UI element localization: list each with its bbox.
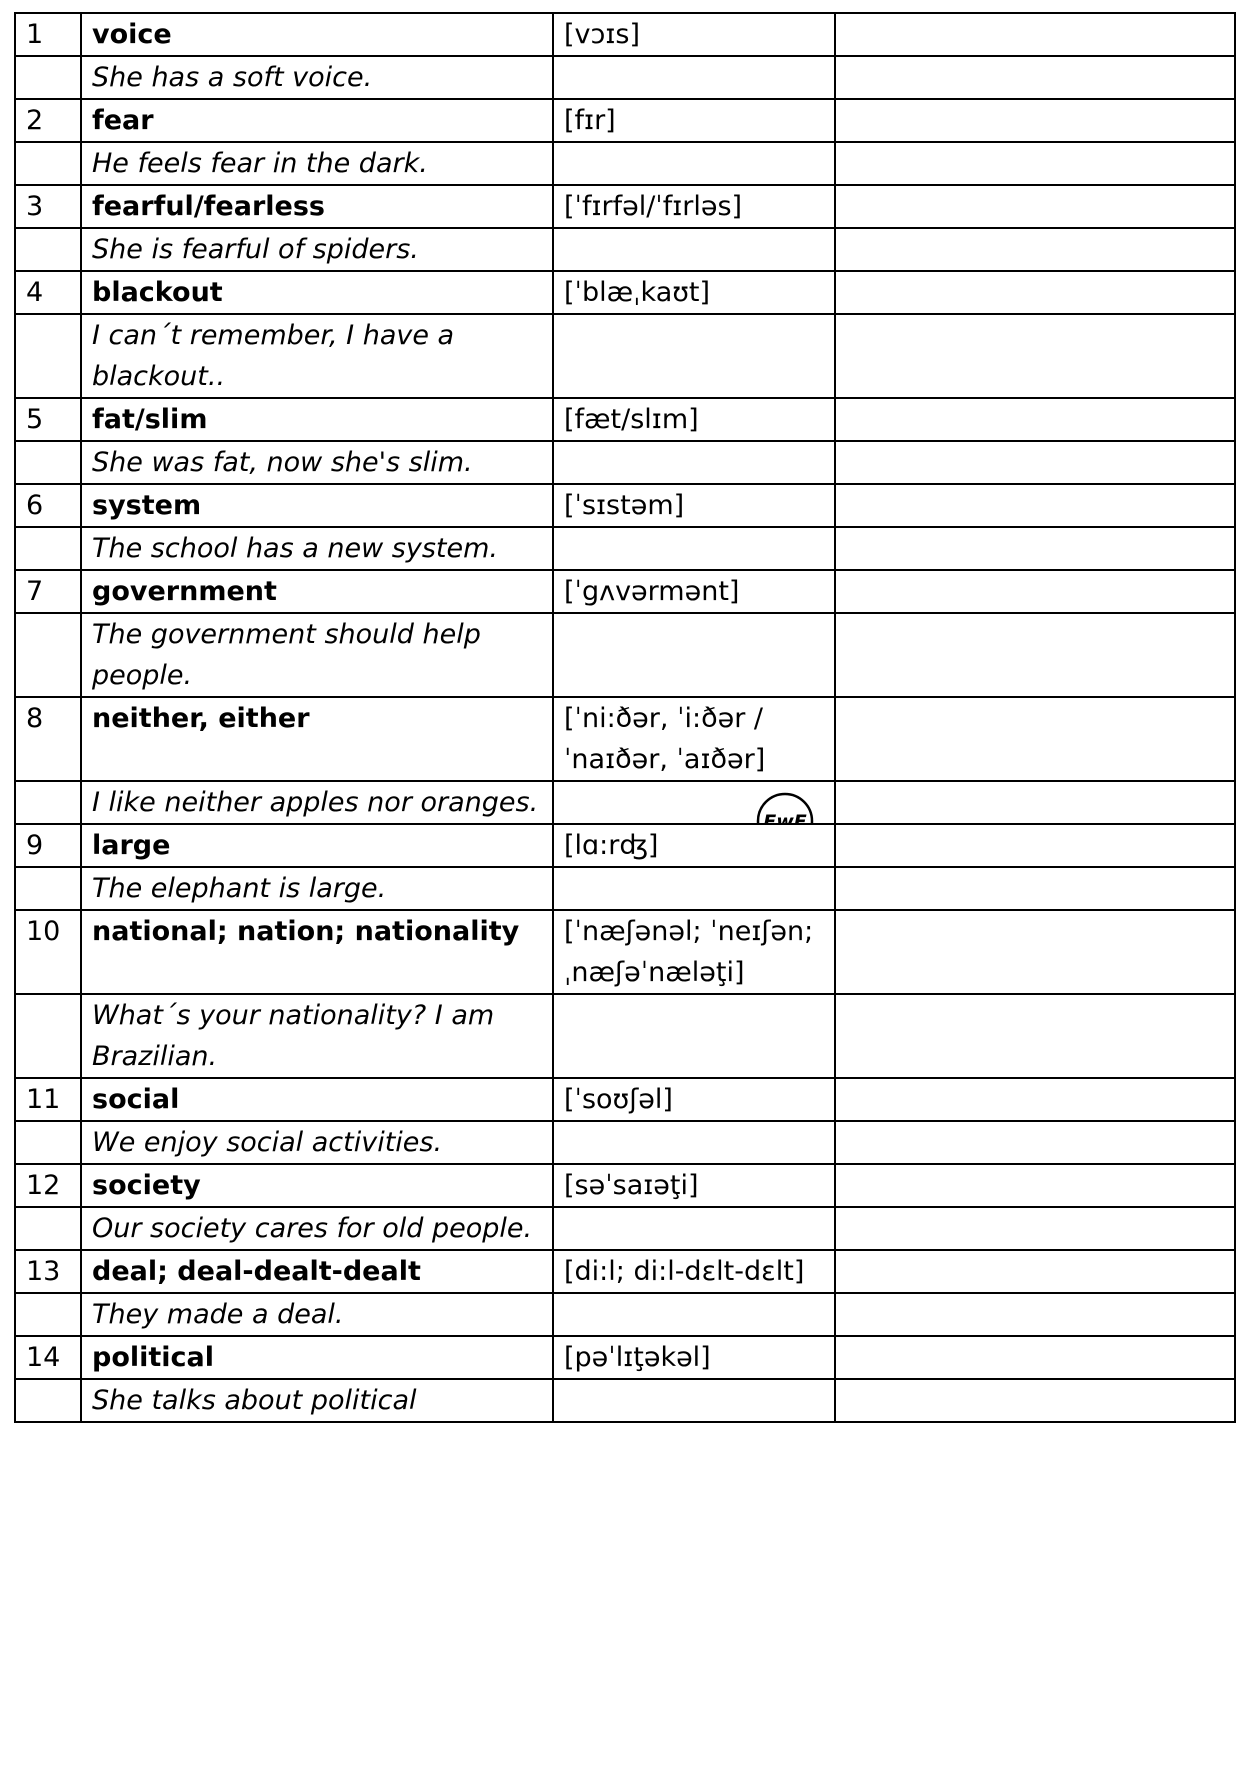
entry-example: I can´t remember, I have a blackout..	[81, 314, 553, 398]
ewe-logo-text: EwE	[763, 811, 807, 833]
empty-cell	[15, 1121, 81, 1164]
example-row	[15, 314, 1235, 398]
word-row	[15, 1250, 1235, 1293]
entry-notes-cell	[835, 13, 1235, 56]
empty-cell	[15, 613, 81, 697]
word-row	[15, 910, 1235, 994]
entry-number: 10	[15, 910, 81, 994]
entry-pronunciation: [ˈsoʊʃəl]	[553, 1078, 835, 1121]
empty-cell	[553, 1293, 835, 1336]
entry-notes-cell	[835, 824, 1235, 867]
entry-number: 14	[15, 1336, 81, 1379]
entry-example: The elephant is large.	[81, 867, 553, 910]
entry-number: 12	[15, 1164, 81, 1207]
empty-cell	[15, 441, 81, 484]
empty-cell	[835, 781, 1235, 824]
entry-pronunciation: [fɪr]	[553, 99, 835, 142]
entry-example: I like neither apples nor oranges.	[81, 781, 553, 824]
entry-word: voice	[81, 13, 553, 56]
empty-cell	[835, 1121, 1235, 1164]
entry-pronunciation: [ˈsɪstəm]	[553, 484, 835, 527]
entry-notes-cell	[835, 484, 1235, 527]
word-row	[15, 13, 1235, 56]
entry-example: The school has a new system.	[81, 527, 553, 570]
empty-cell	[553, 867, 835, 910]
entry-number: 6	[15, 484, 81, 527]
empty-cell	[835, 994, 1235, 1078]
empty-cell	[553, 527, 835, 570]
entry-word: deal; deal-dealt-dealt	[81, 1250, 553, 1293]
entry-example: She was fat, now she's slim.	[81, 441, 553, 484]
empty-cell	[835, 142, 1235, 185]
empty-cell	[15, 527, 81, 570]
entry-word: system	[81, 484, 553, 527]
entry-pronunciation: [səˈsaɪəţi]	[553, 1164, 835, 1207]
empty-cell	[835, 867, 1235, 910]
word-row	[15, 1078, 1235, 1121]
empty-cell	[835, 56, 1235, 99]
empty-cell	[15, 314, 81, 398]
word-row	[15, 570, 1235, 613]
example-row	[15, 1121, 1235, 1164]
empty-cell	[835, 527, 1235, 570]
example-row	[15, 56, 1235, 99]
empty-cell	[553, 142, 835, 185]
entry-word: fat/slim	[81, 398, 553, 441]
word-row	[15, 185, 1235, 228]
entry-pronunciation: [fæt/slɪm]	[553, 398, 835, 441]
empty-cell	[15, 781, 81, 824]
entry-word: fearful/fearless	[81, 185, 553, 228]
entry-notes-cell	[835, 185, 1235, 228]
entry-number: 3	[15, 185, 81, 228]
entry-word: political	[81, 1336, 553, 1379]
example-row	[15, 1293, 1235, 1336]
entry-notes-cell	[835, 570, 1235, 613]
entry-notes-cell	[835, 1078, 1235, 1121]
word-row	[15, 99, 1235, 142]
vocabulary-table-body	[15, 13, 1235, 1422]
entry-notes-cell	[835, 1250, 1235, 1293]
entry-word: society	[81, 1164, 553, 1207]
entry-example: What´s your nationality? I am Brazilian.	[81, 994, 553, 1078]
word-row	[15, 1336, 1235, 1379]
example-row	[15, 228, 1235, 271]
entry-number: 5	[15, 398, 81, 441]
entry-notes-cell	[835, 99, 1235, 142]
empty-cell	[15, 994, 81, 1078]
empty-cell	[553, 228, 835, 271]
empty-cell	[835, 228, 1235, 271]
entry-pronunciation: [pəˈlɪţəkəl]	[553, 1336, 835, 1379]
entry-number: 1	[15, 13, 81, 56]
entry-pronunciation: [ˈfɪrfəl/ˈfɪrləs]	[553, 185, 835, 228]
empty-cell	[553, 1121, 835, 1164]
entry-example: He feels fear in the dark.	[81, 142, 553, 185]
example-row	[15, 441, 1235, 484]
entry-number: 8	[15, 697, 81, 781]
empty-cell	[835, 441, 1235, 484]
empty-cell	[835, 1379, 1235, 1422]
example-row	[15, 142, 1235, 185]
entry-example: Our society cares for old people.	[81, 1207, 553, 1250]
entry-word: national; nation; nationality	[81, 910, 553, 994]
example-row	[15, 781, 1235, 824]
entry-number: 7	[15, 570, 81, 613]
entry-pronunciation: [lɑ:rʤ]	[553, 824, 835, 867]
empty-cell	[835, 1293, 1235, 1336]
word-row	[15, 697, 1235, 781]
example-row	[15, 613, 1235, 697]
empty-cell	[553, 994, 835, 1078]
example-row	[15, 1207, 1235, 1250]
entry-word: neither, either	[81, 697, 553, 781]
ewe-logo-icon	[754, 790, 816, 833]
entry-pronunciation: [ˈblæˌkaʊt]	[553, 271, 835, 314]
entry-notes-cell	[835, 910, 1235, 994]
entry-pronunciation: [vɔɪs]	[553, 13, 835, 56]
entry-example: She has a soft voice.	[81, 56, 553, 99]
entry-example: She is fearful of spiders.	[81, 228, 553, 271]
entry-notes-cell	[835, 1336, 1235, 1379]
entry-example: They made a deal.	[81, 1293, 553, 1336]
entry-notes-cell	[835, 398, 1235, 441]
entry-example: She talks about political	[81, 1379, 553, 1422]
empty-cell	[15, 1293, 81, 1336]
empty-cell	[553, 56, 835, 99]
empty-cell	[15, 867, 81, 910]
empty-cell	[553, 1379, 835, 1422]
empty-cell	[15, 228, 81, 271]
entry-number: 13	[15, 1250, 81, 1293]
empty-cell	[835, 314, 1235, 398]
entry-number: 11	[15, 1078, 81, 1121]
empty-cell	[553, 613, 835, 697]
entry-pronunciation: [di:l; di:l-dɛlt-dɛlt]	[553, 1250, 835, 1293]
entry-number: 9	[15, 824, 81, 867]
entry-notes-cell	[835, 697, 1235, 781]
example-row	[15, 867, 1235, 910]
entry-word: government	[81, 570, 553, 613]
empty-cell	[553, 441, 835, 484]
word-row	[15, 1164, 1235, 1207]
entry-word: large	[81, 824, 553, 867]
empty-cell	[15, 1379, 81, 1422]
empty-cell	[15, 56, 81, 99]
word-row	[15, 824, 1235, 867]
stamp-cell	[553, 781, 835, 833]
empty-cell	[835, 613, 1235, 697]
entry-pronunciation: [ˈni:ðər, ˈi:ðər / ˈnaɪðər, ˈaɪðər]	[553, 697, 835, 781]
entry-notes-cell	[835, 271, 1235, 314]
example-row	[15, 1379, 1235, 1422]
empty-cell	[835, 1207, 1235, 1250]
example-row	[15, 527, 1235, 570]
entry-example: The government should help people.	[81, 613, 553, 697]
entry-example: We enjoy social activities.	[81, 1121, 553, 1164]
entry-number: 4	[15, 271, 81, 314]
vocabulary-table	[14, 12, 1236, 1423]
empty-cell	[553, 1207, 835, 1250]
word-row	[15, 271, 1235, 314]
entry-notes-cell	[835, 1164, 1235, 1207]
word-row	[15, 484, 1235, 527]
example-row	[15, 994, 1235, 1078]
entry-pronunciation: [ˈgʌvərmənt]	[553, 570, 835, 613]
entry-number: 2	[15, 99, 81, 142]
entry-word: fear	[81, 99, 553, 142]
empty-cell	[553, 314, 835, 398]
entry-pronunciation: [ˈnæʃənəl; ˈneɪʃən; ˌnæʃəˈnæləţi]	[553, 910, 835, 994]
empty-cell	[15, 142, 81, 185]
empty-cell	[15, 1207, 81, 1250]
entry-word: social	[81, 1078, 553, 1121]
word-row	[15, 398, 1235, 441]
entry-word: blackout	[81, 271, 553, 314]
